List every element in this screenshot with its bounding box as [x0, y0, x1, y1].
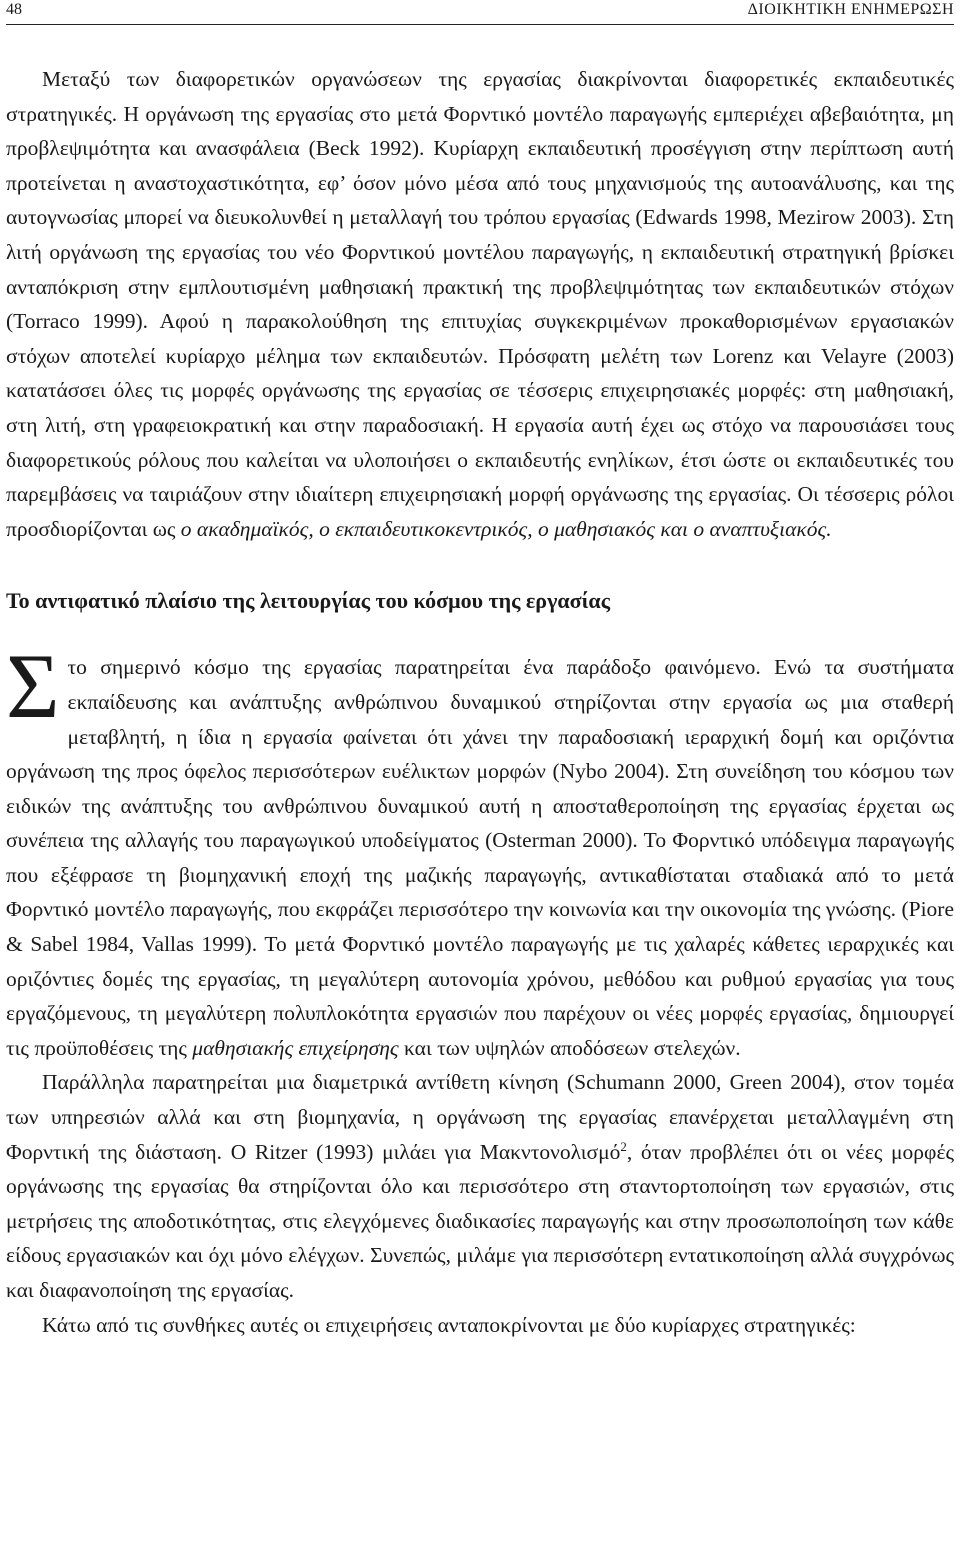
paragraph-text: Μεταξύ των διαφορετικών οργανώσεων της εργασίας διακρίνονται διαφορετικές εκπαιδευτικές στρατηγικές. Η οργάνωση της εργασίας στο μετά Φορντικό μοντέλο παραγωγής εμπεριέχει αβεβαιότητα, μη προβλεψιμότητα και ανασφάλεια (Beck 1992). Κυρίαρχη εκπαιδευτική προσέγγιση στην περίπτωση αυτή προτείνεται η αναστοχαστικότητα, εφ’ όσον μόνο μέσα από τους μηχανισμούς της αυτοανάλυσης, και της αυτογνωσίας μπορεί να διευκολυνθεί η μεταλλαγή του τρόπου εργασίας (Edwards 1998, Mezirow 2003). Στη λιτή οργάνωση της εργασίας του νέο Φορντικού μοντέλου παραγωγής, η εκπαιδευτική στρατηγική βρίσκει ανταπόκριση στην εμπλουτισμένη μαθησιακή πρακτική της προβλεψιμότητας των εκπαιδευτικών στόχων (Torraco 1999). Αφού η παρακολούθηση της επιτυχίας συγκεκριμένων προκαθορισμένων εργασιακών στόχων αποτελεί κυρίαρχο μέλημα των εκπαιδευτών. Πρόσφατη μελέτη των Lorenz και Velayre (2003) κατατάσσει όλες τις μορφές οργάνωσης της εργασίας σε τέσσερις επιχειρησιακές μορφές: στη μαθησιακή, στη λιτή, στη γραφειοκρατική και στην παραδοσιακή. Η εργασία αυτή έχει ως στόχο να παρουσιάσει τους διαφορετικούς ρόλους που καλείται να υλοποιήσει ο εκπαιδευτής ενηλίκων, έτσι ώστε οι εκπαιδευτικές του παρεμβάσεις να ταιριάζουν στην ιδιαίτερη επιχειρησιακή μορφή οργάνωσης της εργασίας. Οι τέσσερις ρόλοι προσδιορίζονται ως — [6, 67, 954, 541]
paragraph-strategies-intro: Κάτω από τις συνθήκες αυτές οι επιχειρήσεις ανταποκρίνονται με δύο κυρίαρχες στρατηγικές: — [42, 1312, 856, 1337]
journal-title: ΔΙΟΙΚΗΤΙΚΗ ΕΝΗΜΕΡΩΣΗ — [747, 1, 954, 18]
paragraph-text-end: και των υψηλών αποδόσεων στελεχών. — [398, 1035, 741, 1060]
paragraph-educational-strategies — [6, 62, 954, 546]
article-body — [6, 62, 954, 1342]
paragraph-text: Παράλληλα παρατηρείται μια διαμετρικά αντίθετη κίνηση (Schumann 2000, Green 2004), στον τομέα των υπηρεσιών αλλά και στη βιομηχανία, η οργάνωση της εργασίας επανέρχεται μεταλλαγμένη στη Φορντική της διάσταση. Ο Ritzer (1993) μιλάει για Μακντονολισμό — [6, 1070, 954, 1164]
footnote-marker[interactable]: 2 — [620, 1138, 627, 1154]
learning-enterprise-italic: μαθησιακής επιχείρησης — [192, 1035, 399, 1060]
roles-italic-text: ο ακαδημαϊκός, ο εκπαιδευτικοκεντρικός, ο μαθησιακός και ο αναπτυξιακός. — [180, 516, 832, 541]
paragraph-text: το σημερινό κόσμο της εργασίας παρατηρείται ένα παράδοξο φαινόμενο. Ενώ τα συστήματα εκπαίδευσης και ανάπτυξης ανθρώπινου δυναμικού στηρίζονται στην εργασία ως μια σταθερή μεταβλητή, η ίδια η εργασία φαίνεται ότι χάνει την παραδοσιακή ιεραρχική δομή και οριζόντια οργάνωση της προς όφελος περισσότερων ευέλικτων μορφών (Nybo 2004). Στη συνείδηση του κόσμου των ειδικών της ανάπτυξης του ανθρώπινου δυναμικού αυτή η αποσταθεροποίηση της εργασίας έρχεται ως συνέπεια της αλλαγής του παραγωγικού υποδείγματος (Osterman 2000). Το Φορντικό υπόδειγμα παραγωγής που εξέφρασε τη βιομηχανική εποχή της μαζικής παραγωγής, αντικαθίσταται σταδιακά από το μετά Φορντικό μοντέλο παραγωγής, που εκφράζει περισσότερο την κοινωνία και την οικονομία της γνώσης. (Piore & Sabel 1984, Vallas 1999). Το μετά Φορντικό μοντέλο παραγωγής με τις χαλαρές κάθετες ιεραρχικές και οριζόντιες δομές της εργασίας, τη μεγαλύτερη αυτονομία χρόνου, μεθόδου και ρυθμού εργασίας για τους εργαζόμενους, τη μεγαλύτερη πολυπλοκότητα εργασιών που παρέχουν οι νέες μορφές εργασίας, δημιουργεί τις προϋποθέσεις της — [6, 655, 954, 1060]
paragraph-mcdonaldization — [6, 1065, 954, 1307]
section-heading: Το αντιφατικό πλαίσιο της λειτουργίας του κόσμου της εργασίας — [6, 588, 610, 614]
running-header — [6, 0, 954, 25]
drop-cap: Σ — [6, 635, 60, 738]
paragraph-contradictory-context — [6, 635, 954, 1065]
paragraph-text-end: , όταν προβλέπει ότι οι νέες μορφές οργάνωσης της εργασίας θα στηρίζονται όλο και περισσότερο στη σταντορτοποίηση των εργασιών, στις μετρήσεις της αποδοτικότητας, στις ελεγχόμενες διαδικασίες παραγωγής και στην προσωποποίηση των κάθε είδους εργασιακών και όχι μόνο ελέγχων. Συνεπώς, μιλάμε για περισσότερη εντατικοποίηση αλλά συγχρόνως και διαφανοποίηση της εργασίας. — [6, 1139, 954, 1302]
page-number: 48 — [6, 1, 22, 18]
